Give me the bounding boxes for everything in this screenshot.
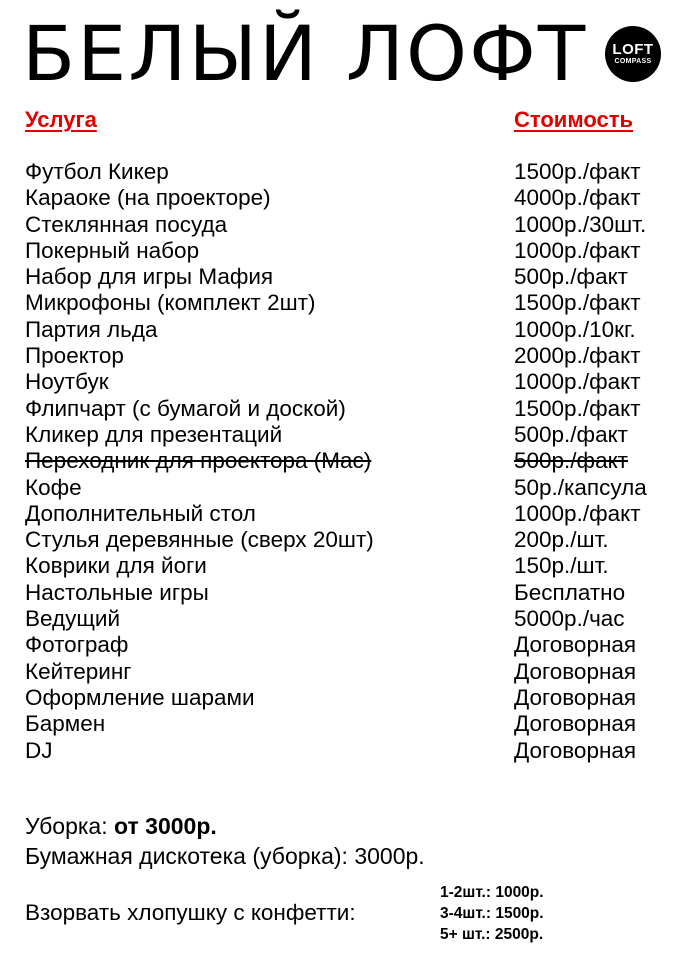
- service-name: Настольные игры: [25, 579, 209, 605]
- price-row: [0, 343, 685, 369]
- service-price: 1000р./факт: [514, 500, 641, 526]
- service-price: 1000р./30шт.: [514, 211, 647, 237]
- service-name: Набор для игры Мафия: [25, 264, 274, 290]
- service-price: 2000р./факт: [514, 343, 641, 369]
- confetti-tier: 1-2шт.: 1000р.: [440, 884, 544, 901]
- price-row: [0, 369, 685, 395]
- service-price: 5000р./час: [514, 606, 625, 632]
- loft-compass-logo: [605, 26, 661, 82]
- cleaning-value: от 3000р.: [114, 813, 217, 839]
- column-header-service: Услуга: [25, 107, 97, 132]
- confetti-tier: 5+ шт.: 2500р.: [440, 926, 544, 943]
- service-name: Стулья деревянные (сверх 20шт): [25, 527, 374, 553]
- price-row: [0, 238, 685, 264]
- service-name: Дополнительный стол: [25, 500, 256, 526]
- service-price: 50р./капсула: [514, 474, 647, 500]
- page-title: БЕЛЫЙ ЛОФТ: [22, 9, 588, 98]
- price-row: [0, 659, 685, 685]
- cleaning-label: Уборка:: [25, 813, 108, 839]
- price-row: [0, 475, 685, 501]
- price-row: [0, 738, 685, 764]
- service-price: 1000р./факт: [514, 369, 641, 395]
- price-row: [0, 632, 685, 658]
- logo-text-compass: COMPASS: [614, 58, 652, 65]
- service-price: 150р./шт.: [514, 553, 609, 579]
- service-price: 500р./факт: [514, 448, 628, 474]
- price-row: [0, 422, 685, 448]
- price-row: [0, 606, 685, 632]
- confetti-label: Взорвать хлопушку с конфетти:: [25, 900, 356, 925]
- paper-disco-line: Бумажная дискотека (уборка): 3000р.: [25, 843, 425, 869]
- service-name: Покерный набор: [25, 237, 200, 263]
- service-price: 1000р./факт: [514, 237, 641, 263]
- service-price: Бесплатно: [514, 579, 626, 605]
- price-row: [0, 553, 685, 579]
- service-name: Ведущий: [25, 606, 121, 632]
- service-price: Договорная: [514, 658, 637, 684]
- confetti-tiers: [440, 882, 544, 945]
- price-row: [0, 212, 685, 238]
- price-row: [0, 501, 685, 527]
- price-row: [0, 685, 685, 711]
- price-row-struck: [0, 448, 685, 474]
- price-row: [0, 264, 685, 290]
- column-header-price: Стоимость: [514, 107, 634, 132]
- price-list: [0, 159, 685, 764]
- service-name: Стеклянная посуда: [25, 211, 228, 237]
- service-price: Договорная: [514, 632, 637, 658]
- service-name: Бармен: [25, 711, 106, 737]
- service-name: Проектор: [25, 343, 124, 369]
- logo-text-loft: LOFT: [612, 41, 654, 58]
- service-name: Переходник для проектора (Mac): [25, 448, 372, 474]
- price-row: [0, 527, 685, 553]
- service-name: Караоке (на проекторе): [25, 185, 271, 211]
- price-row: [0, 396, 685, 422]
- service-name: Футбол Кикер: [25, 159, 169, 184]
- confetti-tier: 3-4шт.: 1500р.: [440, 905, 544, 922]
- price-row: [0, 580, 685, 606]
- service-price: 500р./факт: [514, 264, 628, 290]
- service-name: Кликер для презентаций: [25, 421, 283, 447]
- service-name: Флипчарт (с бумагой и доской): [25, 395, 346, 421]
- service-price: 1500р./факт: [514, 290, 641, 316]
- cleaning-line: [25, 813, 217, 840]
- service-price: 4000р./факт: [514, 185, 641, 211]
- price-row: [0, 711, 685, 737]
- service-name: Партия льда: [25, 316, 158, 342]
- service-name: DJ: [25, 737, 53, 763]
- service-price: Договорная: [514, 737, 637, 763]
- service-price: Договорная: [514, 711, 637, 737]
- service-name: Ноутбук: [25, 369, 109, 395]
- service-name: Коврики для йоги: [25, 553, 207, 579]
- price-row: [0, 185, 685, 211]
- service-price: 1500р./факт: [514, 395, 641, 421]
- service-price: 1500р./факт: [514, 159, 641, 184]
- service-name: Фотограф: [25, 632, 129, 658]
- service-name: Микрофоны (комплект 2шт): [25, 290, 316, 316]
- service-price: 200р./шт.: [514, 527, 609, 553]
- service-name: Кофе: [25, 474, 82, 500]
- price-row: [0, 159, 685, 185]
- service-name: Кейтеринг: [25, 658, 132, 684]
- service-price: 500р./факт: [514, 421, 628, 447]
- service-price: 1000р./10кг.: [514, 316, 636, 342]
- price-row: [0, 317, 685, 343]
- service-price: Договорная: [514, 684, 637, 710]
- price-row: [0, 290, 685, 316]
- service-name: Оформление шарами: [25, 684, 255, 710]
